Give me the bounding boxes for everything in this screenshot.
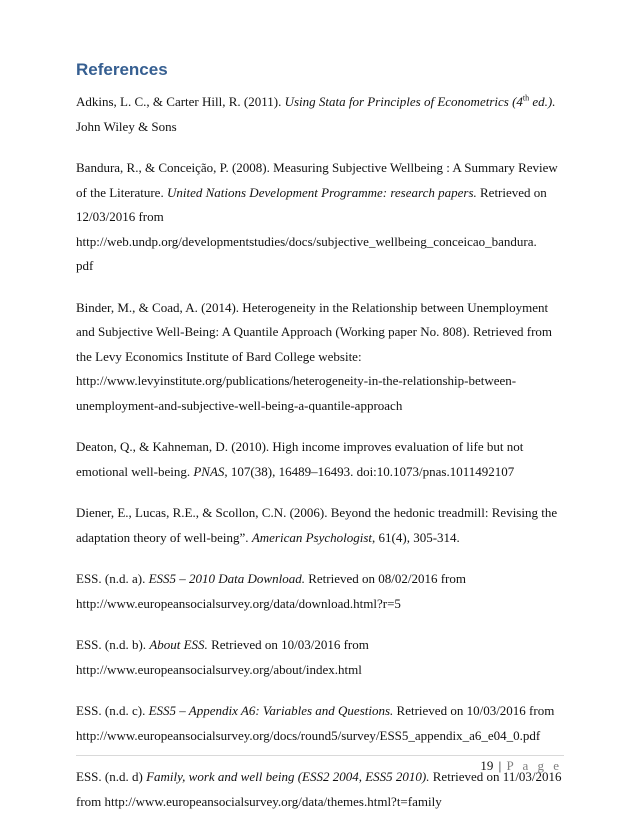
reference-line: 12/03/2016 from: [76, 209, 164, 224]
reference-diener: [76, 501, 572, 550]
reference-line: the Levy Economics Institute of Bard College website:: [76, 348, 362, 364]
ref-text: adaptation theory of well-being”.: [76, 529, 252, 545]
ref-superscript: th: [522, 93, 530, 103]
ref-text: ESS. (n.d. b).: [76, 637, 150, 652]
page-number: 19: [480, 758, 494, 773]
ref-text: , 107(38), 16489–16493. doi:10.1073/pnas.1011492107: [224, 463, 515, 479]
reference-line: [76, 526, 572, 551]
references-heading: References: [76, 60, 168, 79]
reference-ess-b: [76, 633, 572, 682]
reference-line: [76, 633, 572, 658]
reference-line: [76, 699, 572, 724]
ref-title: ed.).: [529, 94, 556, 109]
ref-text: ESS. (n.d. a).: [76, 571, 149, 586]
page-label: P a g e: [506, 758, 562, 773]
reference-url: from http://www.europeansocialsurvey.org/data/themes.html?t=family: [76, 793, 442, 809]
references-list: [76, 90, 572, 831]
ref-title: ESS5 – Appendix A6: Variables and Questions.: [148, 703, 394, 718]
reference-url: pdf: [76, 258, 94, 273]
ref-title: American Psychologist: [251, 529, 373, 545]
reference-line: [76, 460, 572, 485]
ref-title: Family, work and well being (ESS2 2004, ESS5 2010).: [146, 769, 430, 784]
ref-title: ESS5 – 2010 Data Download.: [148, 571, 305, 586]
reference-ess-c: [76, 699, 572, 748]
ref-text: Adkins, L. C., & Carter Hill, R. (2011).: [76, 94, 285, 109]
reference-bandura: [76, 156, 572, 279]
ref-text: ESS. (n.d. d): [76, 769, 147, 784]
reference-ess-a: [76, 567, 572, 616]
ref-text: emotional well-being.: [76, 463, 194, 479]
reference-url: http://www.levyinstitute.org/publications/heterogeneity-in-the-relationship-between-: [76, 373, 517, 388]
ref-text: Retrieved on 10/03/2016 from: [393, 703, 555, 718]
reference-line: [76, 567, 572, 592]
reference-line: and Subjective Well-Being: A Quantile Approach (Working paper No. 808). Retrieved from: [76, 324, 553, 339]
reference-line: Bandura, R., & Conceição, P. (2008). Measuring Subjective Wellbeing : A Summary Review: [76, 160, 558, 175]
ref-text: Retrieved on 10/03/2016 from: [207, 637, 369, 652]
ref-text: Retrieved on 08/02/2016 from: [304, 571, 466, 586]
ref-title: United Nations Development Programme: research papers.: [166, 184, 477, 200]
reference-line: Binder, M., & Coad, A. (2014). Heterogeneity in the Relationship between Unemployment: [76, 299, 549, 315]
reference-line: [76, 90, 572, 115]
ref-text: ESS. (n.d. c).: [76, 703, 149, 718]
reference-url: http://www.europeansocialsurvey.org/about/index.html: [76, 661, 362, 677]
page-footer: [480, 758, 562, 774]
reference-url: http://www.europeansocialsurvey.org/docs/round5/survey/ESS5_appendix_a6_e04_0.pdf: [76, 727, 541, 743]
reference-url: http://www.europeansocialsurvey.org/data/download.html?r=5: [76, 595, 401, 611]
ref-title: Using Stata for Principles of Econometrics (4: [284, 94, 523, 109]
ref-text: Retrieved on: [476, 184, 547, 200]
reference-deaton: [76, 435, 572, 484]
reference-url: http://web.undp.org/developmentstudies/docs/subjective_wellbeing_conceicao_bandura.: [76, 233, 537, 249]
reference-line: [76, 181, 572, 206]
reference-line: John Wiley & Sons: [76, 118, 177, 134]
reference-binder: [76, 296, 572, 419]
reference-adkins: [76, 90, 572, 139]
ref-title: PNAS: [193, 463, 225, 479]
footer-divider: [76, 755, 564, 756]
reference-line: Diener, E., Lucas, R.E., & Scollon, C.N. (2006). Beyond the hedonic treadmill: Revising the: [76, 505, 558, 520]
ref-text: , 61(4), 305-314.: [372, 529, 460, 545]
footer-separator: |: [498, 758, 502, 773]
reference-url: unemployment-and-subjective-well-being-a-quantile-approach: [76, 397, 403, 413]
ref-title: About ESS.: [149, 637, 208, 652]
ref-text: Retrieved on 11/03/2016: [429, 769, 562, 784]
reference-line: Deaton, Q., & Kahneman, D. (2010). High income improves evaluation of life but not: [76, 439, 524, 454]
ref-text: of the Literature.: [76, 184, 167, 200]
